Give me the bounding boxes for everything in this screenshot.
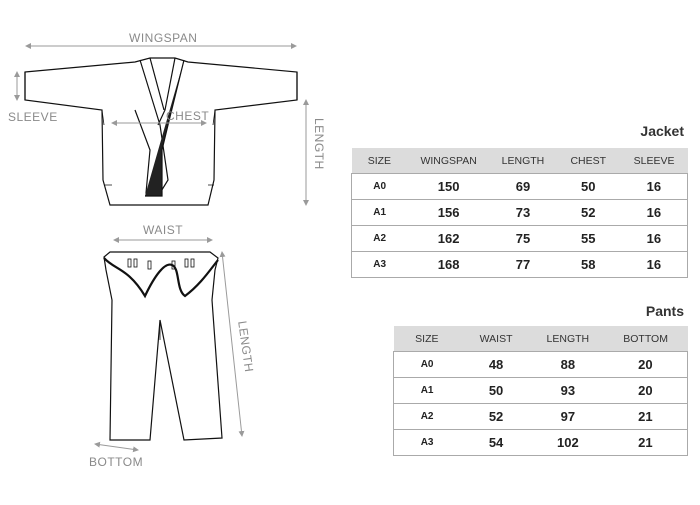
pants-drawing xyxy=(104,252,222,440)
jacket-cell-length: 77 xyxy=(490,252,556,278)
pants-cell-bottom: 20 xyxy=(604,352,688,378)
jacket-header-wingspan: WINGSPAN xyxy=(407,148,490,174)
pants-cell-length: 102 xyxy=(532,430,604,456)
jacket-cell-length: 73 xyxy=(490,200,556,226)
pants-size-table xyxy=(393,326,688,456)
jacket-cell-length: 69 xyxy=(490,174,556,200)
jacket-cell-sleeve: 16 xyxy=(621,200,688,226)
pants-cell-waist: 48 xyxy=(460,352,532,378)
pants-cell-size: A3 xyxy=(394,430,461,456)
table-row xyxy=(352,174,688,200)
jacket-drawing xyxy=(25,58,297,205)
table-row xyxy=(352,252,688,278)
jacket-header-chest: CHEST xyxy=(556,148,621,174)
bottom-label: BOTTOM xyxy=(89,455,144,469)
jacket-size-table xyxy=(351,148,688,278)
table-row xyxy=(352,200,688,226)
jacket-cell-wingspan: 162 xyxy=(407,226,490,252)
jacket-cell-size: A2 xyxy=(352,226,408,252)
jacket-cell-wingspan: 150 xyxy=(407,174,490,200)
pants-cell-waist: 50 xyxy=(460,378,532,404)
pants-cell-size: A1 xyxy=(394,378,461,404)
jacket-length-label: LENGTH xyxy=(312,118,326,170)
pants-cell-length: 93 xyxy=(532,378,604,404)
jacket-cell-chest: 58 xyxy=(556,252,621,278)
waist-label: WAIST xyxy=(143,223,184,237)
jacket-header-sleeve: SLEEVE xyxy=(621,148,688,174)
pants-cell-waist: 54 xyxy=(460,430,532,456)
pants-cell-bottom: 21 xyxy=(604,430,688,456)
pants-cell-bottom: 21 xyxy=(604,404,688,430)
wingspan-label: WINGSPAN xyxy=(129,31,198,45)
pants-cell-length: 97 xyxy=(532,404,604,430)
pants-cell-length: 88 xyxy=(532,352,604,378)
jacket-header-length: LENGTH xyxy=(490,148,556,174)
jacket-cell-chest: 55 xyxy=(556,226,621,252)
jacket-header-size: SIZE xyxy=(352,148,408,174)
jacket-cell-sleeve: 16 xyxy=(621,226,688,252)
pants-header-bottom: BOTTOM xyxy=(604,326,688,352)
pants-cell-size: A0 xyxy=(394,352,461,378)
table-row xyxy=(394,352,688,378)
pants-cell-waist: 52 xyxy=(460,404,532,430)
pants-body xyxy=(394,352,688,456)
pants-cell-size: A2 xyxy=(394,404,461,430)
jacket-body xyxy=(352,174,688,278)
chest-label: CHEST xyxy=(166,109,210,123)
pants-header-row xyxy=(394,326,688,352)
jacket-cell-wingspan: 156 xyxy=(407,200,490,226)
pants-length-label: LENGTH xyxy=(235,320,257,374)
jacket-cell-size: A0 xyxy=(352,174,408,200)
table-row xyxy=(352,226,688,252)
pants-header-length: LENGTH xyxy=(532,326,604,352)
jacket-cell-length: 75 xyxy=(490,226,556,252)
jacket-cell-chest: 52 xyxy=(556,200,621,226)
jacket-cell-size: A1 xyxy=(352,200,408,226)
table-row xyxy=(394,378,688,404)
jacket-cell-sleeve: 16 xyxy=(621,174,688,200)
jacket-header-row xyxy=(352,148,688,174)
pants-header-waist: WAIST xyxy=(460,326,532,352)
table-row xyxy=(394,430,688,456)
pants-table-title: Pants xyxy=(645,303,684,319)
jacket-cell-chest: 50 xyxy=(556,174,621,200)
pants-cell-bottom: 20 xyxy=(604,378,688,404)
bottom-arrow xyxy=(95,444,138,450)
sleeve-label: SLEEVE xyxy=(8,110,58,124)
garment-diagram xyxy=(0,0,340,500)
jacket-cell-wingspan: 168 xyxy=(407,252,490,278)
jacket-cell-sleeve: 16 xyxy=(621,252,688,278)
gi-illustration xyxy=(0,0,340,500)
jacket-cell-size: A3 xyxy=(352,252,408,278)
table-row xyxy=(394,404,688,430)
jacket-table-title: Jacket xyxy=(640,123,684,139)
pants-header-size: SIZE xyxy=(394,326,461,352)
